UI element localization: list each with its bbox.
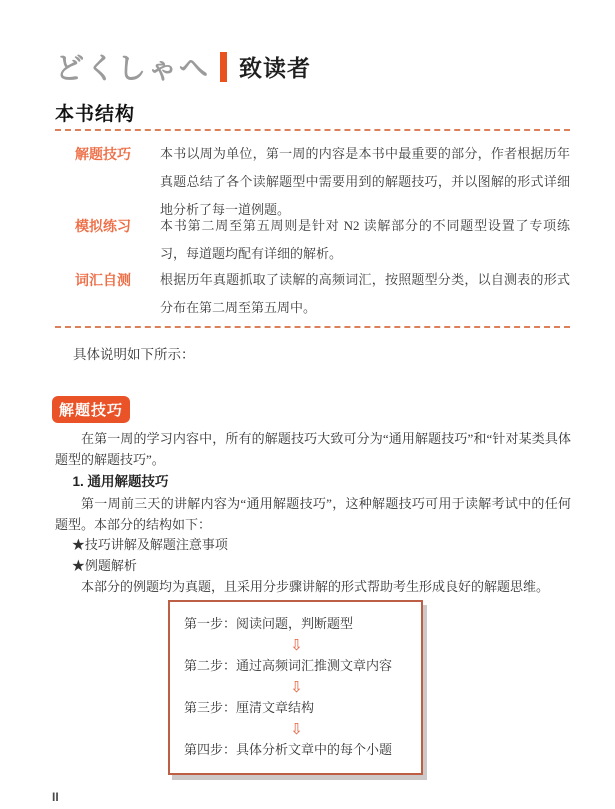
step-3: 第三步：厘清文章结构 [184, 700, 315, 715]
step-2: 第二步：通过高频词汇推测文章内容 [184, 658, 393, 673]
step-1: 第一步：阅读问题，判断题型 [184, 616, 354, 631]
down-arrow-icon: ⇩ [290, 720, 303, 738]
dashed-divider-top [55, 129, 570, 131]
bullet-skill-explanation: ★技巧讲解及解题注意事项 [71, 537, 228, 552]
structure-row-moni [75, 212, 570, 268]
accent-bar [220, 52, 227, 82]
page-number: II [52, 790, 59, 804]
down-arrow-icon: ⇩ [290, 678, 303, 696]
step-4: 第四步：具体分析文章中的每个小题 [184, 742, 393, 757]
paragraph-overview: 在第一周的学习内容中，所有的解题技巧大致可分为“通用解题技巧”和“针对某类具体题型的解题技巧”。 [55, 431, 571, 467]
paragraph-first-three-days: 第一周前三天的讲解内容为“通用解题技巧”，这种解题技巧可用于读解考试中的任何题型。本部分的结构如下： [55, 496, 571, 532]
bullet-example-analysis: ★例题解析 [71, 557, 137, 573]
paragraph-examples-note: 本部分的例题均为真题，且采用分步骤讲解的形式帮助考生形成良好的解题思维。 [81, 579, 550, 594]
row-label: 解题技巧 [75, 146, 131, 162]
row-text: 本书以周为单位，第一周的内容是本书中最重要的部分，作者根据历年真题总结了各个读解题型中需要用到的解题技巧，并以图解的形式详细地分析了每一道例题。 [160, 146, 570, 217]
page-header [55, 46, 311, 87]
subheading-general-skills: 1. 通用解题技巧 [72, 474, 169, 489]
japanese-title: どくしゃへ [55, 53, 211, 85]
row-label: 词汇自测 [75, 272, 131, 288]
intro-line: 具体说明如下所示： [73, 347, 195, 362]
dashed-divider-middle [55, 326, 570, 328]
row-text: 本书第二周至第五周则是针对 N2 读解部分的不同题型设置了专项练习，每道题均配有详细的解析。 [160, 218, 570, 261]
row-text: 根据历年真题抓取了读解的高频词汇，按照题型分类，以自测表的形式分布在第二周至第五周中。 [160, 272, 570, 315]
down-arrow-icon: ⇩ [290, 636, 303, 654]
structure-row-cihui [75, 266, 570, 322]
section-title-book-structure: 本书结构 [55, 104, 136, 125]
step-flow-box [168, 600, 423, 775]
chinese-title: 致读者 [239, 55, 312, 81]
row-label: 模拟练习 [75, 218, 131, 234]
skills-body [55, 428, 571, 597]
skills-badge: 解题技巧 [52, 396, 130, 423]
